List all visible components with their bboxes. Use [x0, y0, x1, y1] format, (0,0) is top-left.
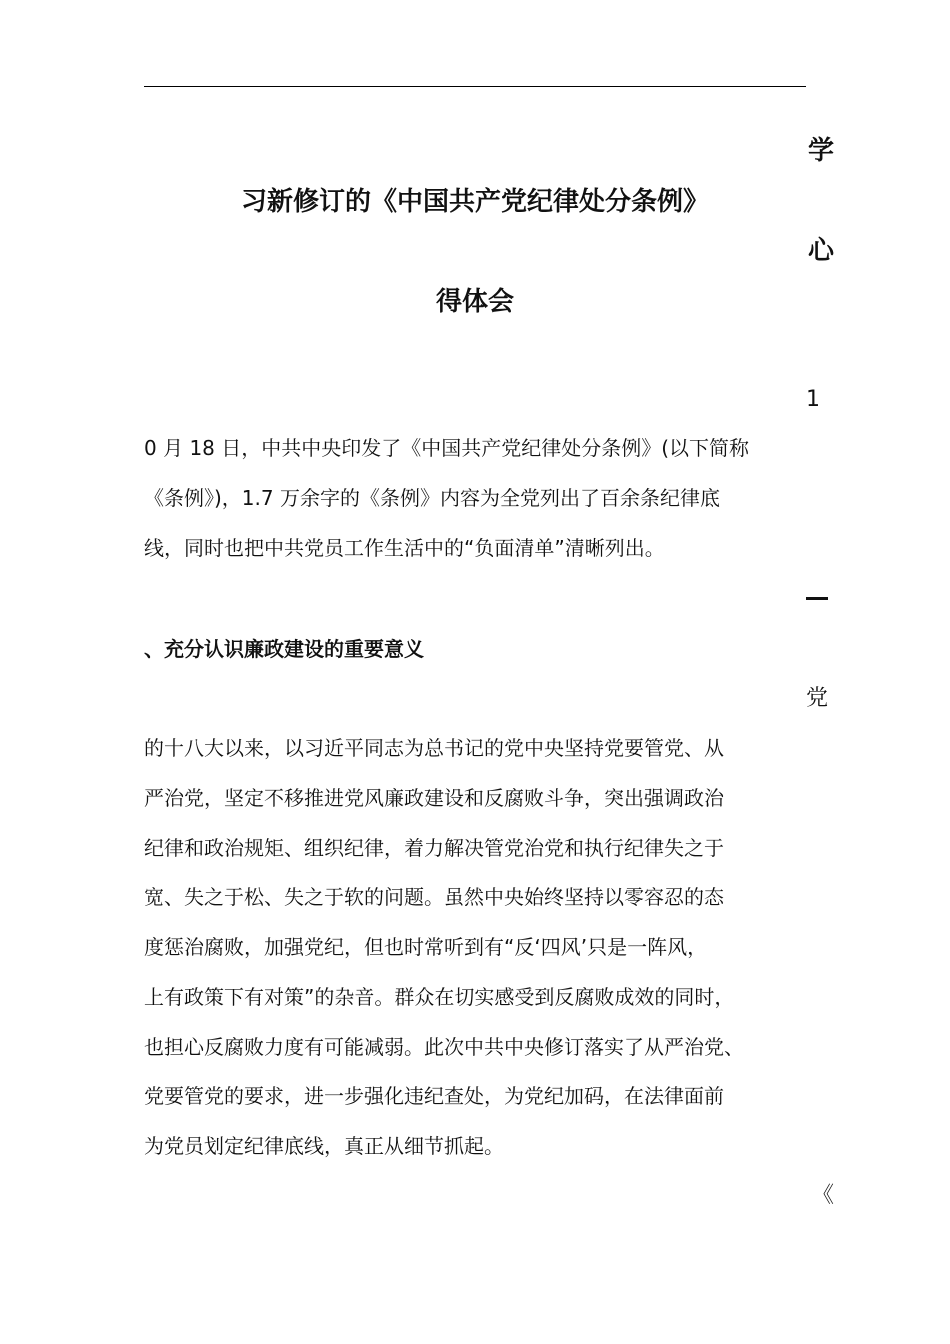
- paragraph-first-char: 党: [806, 686, 829, 711]
- header-rule: [144, 86, 806, 87]
- page-title-line-1: 习新修订的《中国共产党纪律处分条例》: [240, 187, 709, 217]
- page-title-line-2: 得体会: [435, 287, 514, 317]
- next-paragraph-first-char: 《: [812, 1183, 835, 1208]
- intro-line-2: 《条例》)，1.7 万余字的《条例》内容为全党列出了百余条纪律底: [144, 486, 720, 510]
- intro-line-3: 线，同时也把中共党员工作生活中的“负面清单”清晰列出。: [144, 536, 665, 560]
- intro-line-1: 0 月 18 日，中共中央印发了《中国共产党纪律处分条例》(以下简称: [144, 436, 750, 460]
- paragraph-line-6: 上有政策下有对策”的杂音。群众在切实感受到反腐败成效的同时，: [144, 985, 735, 1009]
- paragraph-line-2: 严治党，坚定不移推进党风廉政建设和反腐败斗争，突出强调政治: [144, 786, 724, 810]
- paragraph-line-8: 党要管党的要求，进一步强化违纪查处，为党纪加码，在法律面前: [144, 1084, 724, 1108]
- section-heading: 、充分认识廉政建设的重要意义: [144, 637, 424, 661]
- intro-first-char: 1: [806, 387, 820, 412]
- title-first-char: 学: [807, 136, 834, 166]
- paragraph-line-9: 为党员划定纪律底线，真正从细节抓起。: [144, 1134, 504, 1158]
- paragraph-line-7: 也担心反腐败力度有可能减弱。此次中共中央修订落实了从严治党、: [144, 1035, 744, 1059]
- paragraph-line-3: 纪律和政治规矩、组织纪律，着力解决管党治党和执行纪律失之于: [144, 836, 724, 860]
- paragraph-line-1: 的十八大以来，以习近平同志为总书记的党中央坚持党要管党、从: [144, 736, 724, 760]
- section-number-dash: [806, 597, 828, 600]
- title-side-char: 心: [807, 236, 834, 266]
- paragraph-line-4: 宽、失之于松、失之于软的问题。虽然中央始终坚持以零容忍的态: [144, 885, 724, 909]
- paragraph-line-5: 度惩治腐败，加强党纪，但也时常听到有“反‘四风’只是一阵风，: [144, 935, 708, 959]
